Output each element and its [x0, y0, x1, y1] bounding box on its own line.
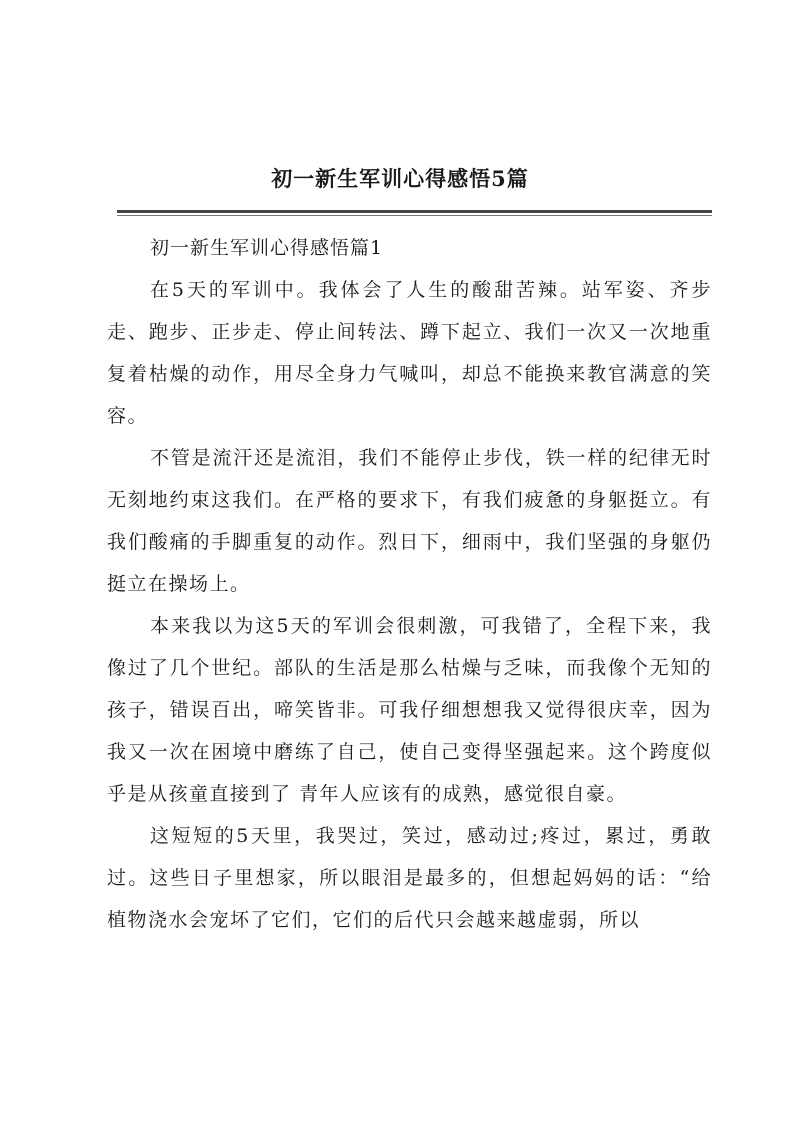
document-title: 初一新生军训心得感悟5篇 [271, 166, 529, 191]
paragraph: 不管是流汗还是流泪，我们不能停止步伐，铁一样的纪律无时无刻地约束这我们。在严格的要求下，有我们疲惫的身躯挺立。有我们酸痛的手脚重复的动作。烈日下，细雨中，我们坚强的身躯仍挺立在操场上。 [107, 447, 712, 595]
section-heading: 初一新生军训心得感悟篇1 [150, 237, 384, 259]
document-body [107, 228, 712, 941]
paragraph: 在5天的军训中。我体会了人生的酸甜苦辣。站军姿、齐步走、跑步、正步走、停止间转法、蹲下起立、我们一次又一次地重复着枯燥的动作，用尽全身力气喊叫，却总不能换来教官满意的笑容。 [107, 279, 712, 427]
title-divider [117, 210, 712, 213]
paragraph: 本来我以为这5天的军训会很刺激，可我错了，全程下来，我像过了几个世纪。部队的生活是那么枯燥与乏味，而我像个无知的孩子，错误百出，啼笑皆非。可我仔细想想我又觉得很庆幸，因为我又一次在困境中磨练了自己，使自己变得坚强起来。这个跨度似乎是从孩童直接到了 青年人应该有的成熟，感觉很自豪。 [107, 615, 712, 805]
paragraph: 这短短的5天里，我哭过，笑过，感动过;疼过，累过，勇敢过。这些日子里想家，所以眼泪是最多的，但想起妈妈的话：“给植物浇水会宠坏了它们，它们的后代只会越来越虚弱，所以 [107, 825, 712, 931]
title-divider-thin [117, 215, 712, 216]
